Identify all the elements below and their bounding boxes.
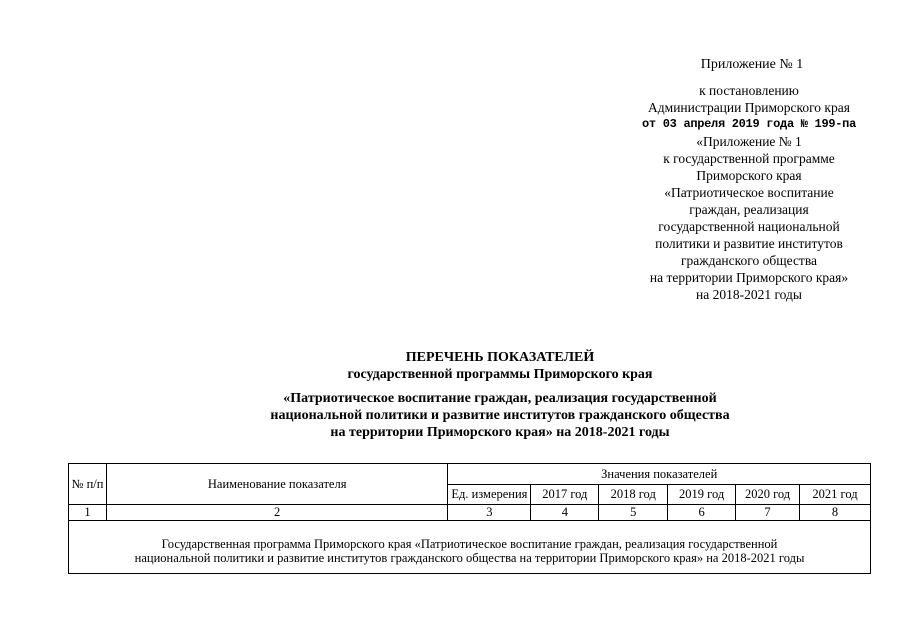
program-text-line: Государственная программа Приморского края «Патриотическое воспитание граждан, реализация государственной xyxy=(161,537,778,551)
column-number: 4 xyxy=(531,505,599,521)
header-values: Значения показателей xyxy=(448,464,871,485)
indicators-table xyxy=(68,463,871,574)
header-number: № п/п xyxy=(69,464,107,505)
program-cell xyxy=(69,521,871,574)
heading-program-line: на территории Приморского края» на 2018-2021 годы xyxy=(330,425,670,440)
column-number: 6 xyxy=(668,505,736,521)
column-number: 7 xyxy=(736,505,800,521)
reference-line: «Патриотическое воспитание xyxy=(664,185,834,200)
reference-line: государственной национальной xyxy=(658,219,840,234)
column-number: 5 xyxy=(599,505,668,521)
header-unit: Ед. измерения xyxy=(448,485,531,505)
column-numbers-row xyxy=(69,505,871,521)
reference-line: «Приложение № 1 xyxy=(696,134,802,149)
appendix-reference xyxy=(618,82,880,303)
reference-line: Администрации Приморского края xyxy=(648,100,850,115)
reference-line: гражданского общества xyxy=(680,253,818,268)
column-number: 1 xyxy=(69,505,107,521)
column-number: 3 xyxy=(448,505,531,521)
header-year: 2019 год xyxy=(668,485,736,505)
header-indicator-name: Наименование показателя xyxy=(106,464,447,505)
heading-program-line: национальной политики и развитие институтов гражданского общества xyxy=(270,408,730,423)
heading-subtitle: государственной программы Приморского края xyxy=(347,367,653,382)
decree-stamp: от 03 апреля 2019 года № 199-па xyxy=(642,117,856,131)
header-year: 2021 год xyxy=(800,485,871,505)
header-year: 2018 год xyxy=(599,485,668,505)
column-number: 2 xyxy=(106,505,447,521)
document-heading xyxy=(150,349,850,441)
reference-line: на территории Приморского края» xyxy=(649,270,849,285)
column-number: 8 xyxy=(800,505,871,521)
reference-line: граждан, реализация xyxy=(689,202,809,217)
header-year: 2020 год xyxy=(736,485,800,505)
reference-line: к государственной программе xyxy=(663,151,835,166)
appendix-title: Приложение № 1 xyxy=(700,57,804,72)
program-text-line: национальной политики и развитие институтов гражданского общества на территории Приморского края» на 2018-2021 годы xyxy=(134,551,805,565)
reference-line: к постановлению xyxy=(699,83,799,98)
heading-title: ПЕРЕЧЕНЬ ПОКАЗАТЕЛЕЙ xyxy=(405,350,595,365)
program-row xyxy=(69,521,871,574)
reference-line: Приморского края xyxy=(696,168,802,183)
heading-program-line: «Патриотическое воспитание граждан, реализация государственной xyxy=(283,391,717,406)
reference-line: политики и развитие институтов xyxy=(655,236,843,251)
header-year: 2017 год xyxy=(531,485,599,505)
reference-line: на 2018-2021 годы xyxy=(696,287,802,302)
